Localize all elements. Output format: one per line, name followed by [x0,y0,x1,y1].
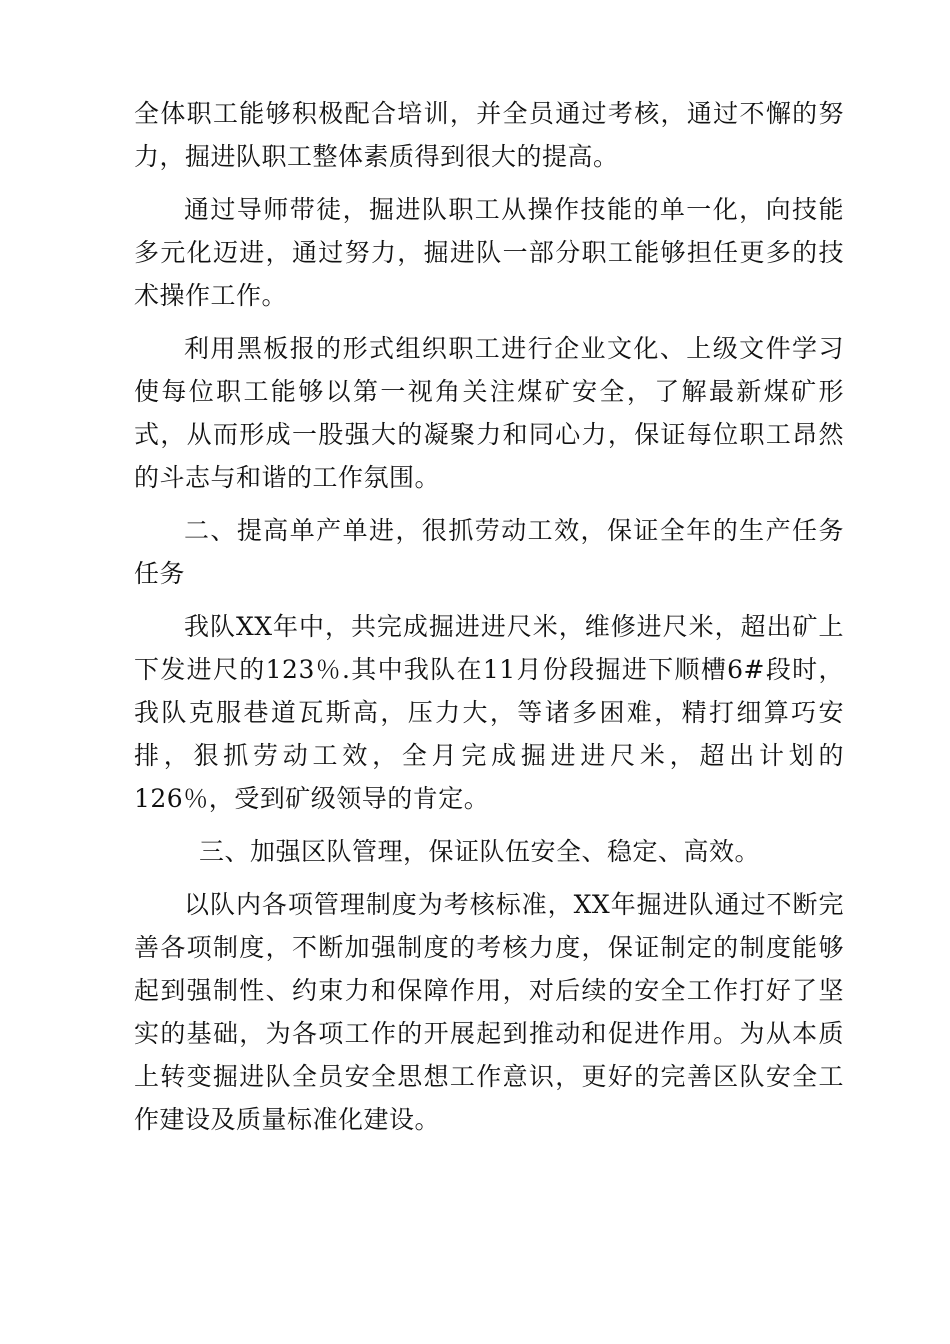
paragraph-3: 利用黑板报的形式组织职工进行企业文化、上级文件学习使每位职工能够以第一视角关注煤矿安全，了解最新煤矿形式，从而形成一股强大的凝聚力和同心力，保证每位职工昂然的斗志与和谐的工作氛围。 [134,334,844,492]
paragraph-4: 我队XX年中，共完成掘进进尺米，维修进尺米，超出矿上下发进尺的123％.其中我队在11月份段掘进下顺槽6#段时，我队克服巷道瓦斯高，压力大，等诸多困难，精打细算巧安排，狠抓劳动工效，全月完成掘进进尺米，超出计划的126％，受到矿级领导的肯定。 [134,612,844,813]
paragraph-1: 全体职工能够积极配合培训，并全员通过考核，通过不懈的努力，掘进队职工整体素质得到很大的提高。 [134,99,844,171]
section-heading-3: 三、加强区队管理，保证队伍安全、稳定、高效。 [199,837,761,866]
document-body [134,92,844,1151]
paragraph-2: 通过导师带徒，掘进队职工从操作技能的单一化，向技能多元化迈进，通过努力，掘进队一部分职工能够担任更多的技术操作工作。 [134,195,844,310]
section-heading-2: 二、提高单产单进，很抓劳动工效，保证全年的生产任务任务 [134,516,844,588]
paragraph-5: 以队内各项管理制度为考核标准，XX年掘进队通过不断完善各项制度，不断加强制度的考核力度，保证制定的制度能够起到强制性、约束力和保障作用，对后续的安全工作打好了坚实的基础，为各项工作的开展起到推动和促进作用。为从本质上转变掘进队全员安全思想工作意识，更好的完善区队安全工作建设及质量标准化建设。 [134,890,844,1134]
